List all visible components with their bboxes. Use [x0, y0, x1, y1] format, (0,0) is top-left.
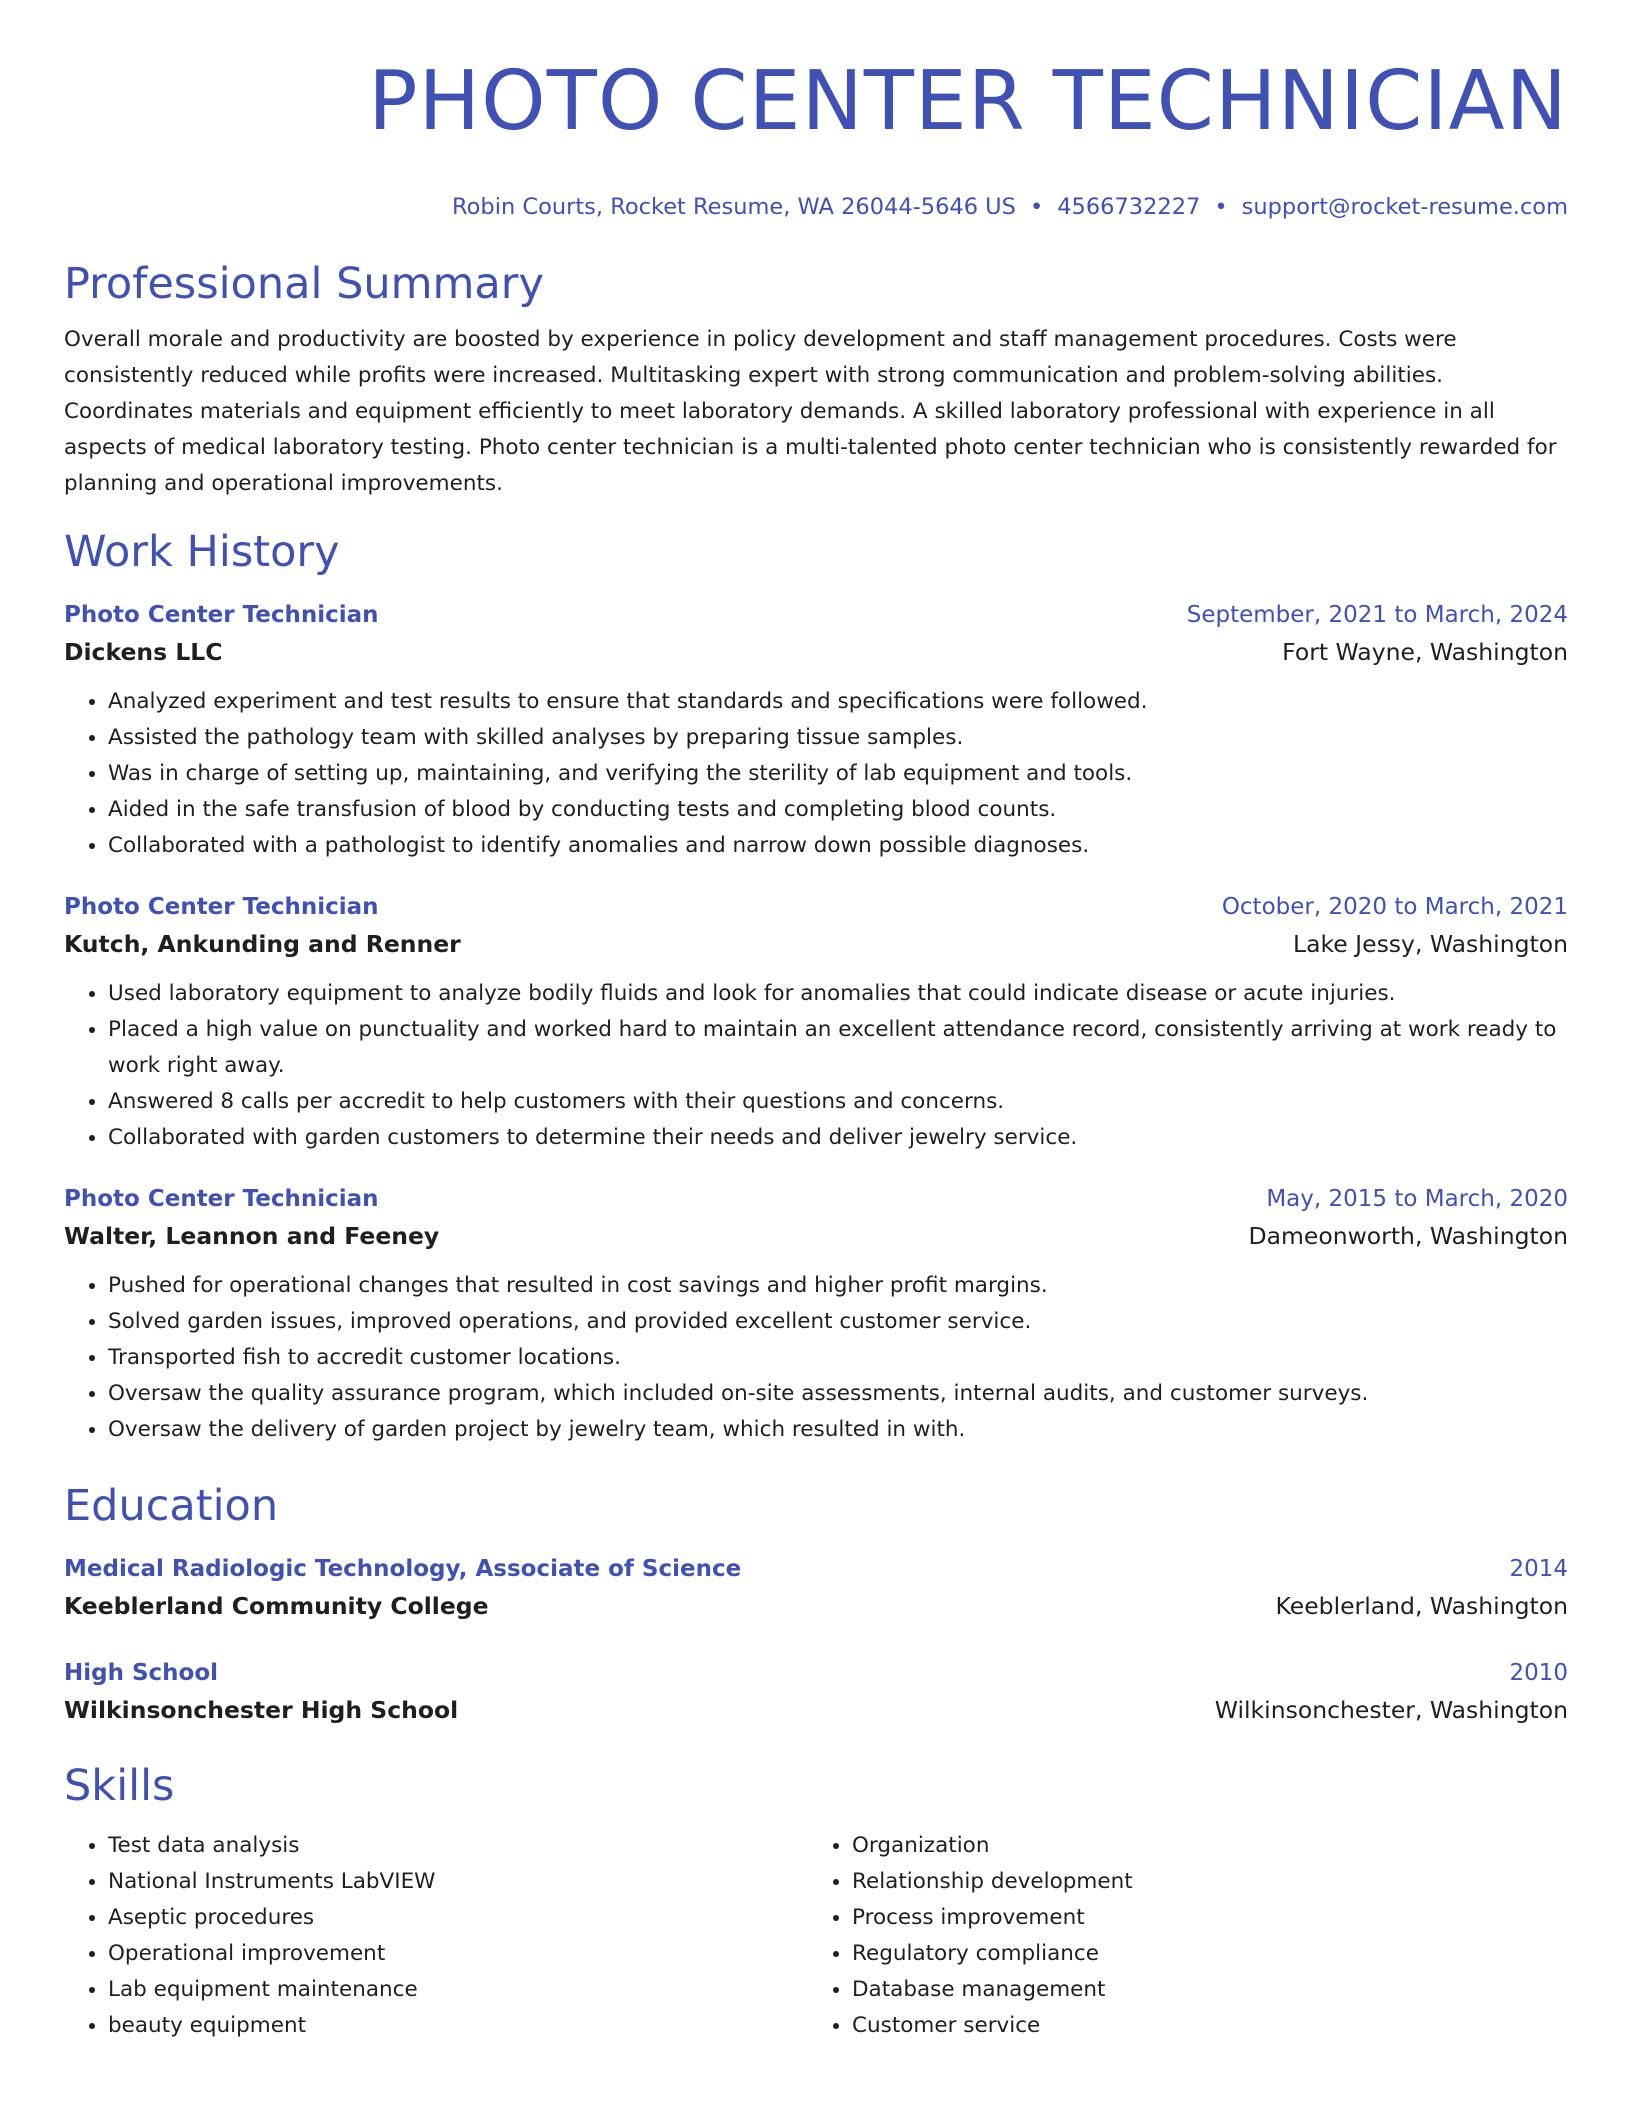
job-bullet: • Collaborated with a pathologist to identify anomalies and narrow down possible diagnoses.: [108, 828, 1568, 864]
job-title: Photo Center Technician: [64, 1186, 379, 1212]
job-dates: May, 2015 to March, 2020: [1266, 1186, 1568, 1212]
job-company: Kutch, Ankunding and Renner: [64, 930, 461, 958]
candidate-name: PHOTO CENTER TECHNICIAN: [368, 54, 1568, 149]
job-bullets: [64, 1268, 1568, 1448]
skills-columns: [64, 1828, 1568, 2044]
skill-item: • Test data analysis: [108, 1828, 808, 1864]
job-company: Walter, Leannon and Feeney: [64, 1222, 440, 1250]
contact-email[interactable]: support@rocket-resume.com: [1241, 194, 1568, 220]
skill-item: • National Instruments LabVIEW: [108, 1864, 808, 1900]
education-location: Wilkinsonchester, Washington: [1214, 1696, 1568, 1724]
job-bullets: [64, 684, 1568, 864]
job-bullet: • Oversaw the quality assurance program, which included on-site assessments, internal audits, and customer surveys.: [108, 1376, 1568, 1412]
education-section: [64, 1478, 1568, 1730]
work-history-heading: Work History: [64, 527, 340, 577]
education-year: 2010: [1509, 1660, 1568, 1686]
job-bullet: • Aided in the safe transfusion of blood by conducting tests and completing blood counts.: [108, 792, 1568, 828]
job-title: Photo Center Technician: [64, 602, 379, 628]
education-degree: Medical Radiologic Technology, Associate of Science: [64, 1556, 742, 1582]
job-bullet: • Answered 8 calls per accredit to help customers with their questions and concerns.: [108, 1084, 1568, 1120]
job-bullet: • Pushed for operational changes that resulted in cost savings and higher profit margins.: [108, 1268, 1568, 1304]
education-location: Keeblerland, Washington: [1275, 1592, 1568, 1620]
resume-header: [64, 0, 1568, 222]
skill-item: • Relationship development: [852, 1864, 1552, 1900]
skills-heading: Skills: [64, 1761, 175, 1811]
work-history-section: [64, 524, 1568, 1448]
job-bullets: [64, 976, 1568, 1156]
skills-list-left: [64, 1828, 808, 2044]
skills-list-right: [808, 1828, 1552, 2044]
job-bullet: • Solved garden issues, improved operations, and provided excellent customer service.: [108, 1304, 1568, 1340]
job-bullet: • Analyzed experiment and test results to ensure that standards and specifications were followed.: [108, 684, 1568, 720]
job-entry: [64, 598, 1568, 864]
education-entry: [64, 1656, 1568, 1730]
contact-phone: 4566732227: [1057, 194, 1201, 220]
skill-item: • Database management: [852, 1972, 1552, 2008]
job-bullet: • Oversaw the delivery of garden project by jewelry team, which resulted in with.: [108, 1412, 1568, 1448]
job-bullet: • Transported fish to accredit customer locations.: [108, 1340, 1568, 1376]
job-bullet: • Was in charge of setting up, maintaining, and verifying the sterility of lab equipment and tools.: [108, 756, 1568, 792]
contact-separator: •: [1214, 194, 1228, 220]
summary-heading: Professional Summary: [64, 259, 544, 309]
job-title: Photo Center Technician: [64, 894, 379, 920]
job-entry: [64, 1182, 1568, 1448]
job-bullet: • Placed a high value on punctuality and worked hard to maintain an excellent attendance record, consistently arriving at work ready to work right away.: [108, 1012, 1568, 1084]
education-school: Keeblerland Community College: [64, 1592, 489, 1620]
job-entry: [64, 890, 1568, 1156]
education-entry: [64, 1552, 1568, 1626]
job-location: Fort Wayne, Washington: [1282, 638, 1568, 666]
job-dates: October, 2020 to March, 2021: [1221, 894, 1568, 920]
contact-line: [64, 192, 1568, 222]
job-dates: September, 2021 to March, 2024: [1186, 602, 1568, 628]
education-heading: Education: [64, 1481, 279, 1531]
skill-item: • Operational improvement: [108, 1936, 808, 1972]
skill-item: • Regulatory compliance: [852, 1936, 1552, 1972]
job-location: Dameonworth, Washington: [1248, 1222, 1568, 1250]
education-degree: High School: [64, 1660, 219, 1686]
skill-item: • beauty equipment: [108, 2008, 808, 2044]
education-school: Wilkinsonchester High School: [64, 1696, 459, 1724]
skill-item: • Customer service: [852, 2008, 1552, 2044]
job-location: Lake Jessy, Washington: [1292, 930, 1568, 958]
skill-item: • Organization: [852, 1828, 1552, 1864]
job-bullet: • Collaborated with garden customers to determine their needs and deliver jewelry service.: [108, 1120, 1568, 1156]
education-year: 2014: [1509, 1556, 1568, 1582]
summary-text: Overall morale and productivity are boosted by experience in policy development and staff management procedures. Costs were consistently reduced while profits were increased. Multitasking expert with strong communication and problem-solving abilities. Coordinates materials and equipment efficiently to meet laboratory demands. A skilled laboratory professional with experience in all aspects of medical laboratory testing. Photo center technician is a multi-talented photo center technician who is consistently rewarded for planning and operational improvements.: [64, 327, 1557, 496]
summary-section: [64, 256, 1568, 502]
contact-separator: •: [1029, 194, 1044, 220]
skill-item: • Lab equipment maintenance: [108, 1972, 808, 2008]
skill-item: • Aseptic procedures: [108, 1900, 808, 1936]
job-bullet: • Used laboratory equipment to analyze bodily fluids and look for anomalies that could indicate disease or acute injuries.: [108, 976, 1568, 1012]
skills-section: [64, 1758, 1568, 2044]
skill-item: • Process improvement: [852, 1900, 1552, 1936]
job-company: Dickens LLC: [64, 638, 223, 666]
contact-address: Robin Courts, Rocket Resume, WA 26044-5646 US: [452, 194, 1016, 220]
job-bullet: • Assisted the pathology team with skilled analyses by preparing tissue samples.: [108, 720, 1568, 756]
